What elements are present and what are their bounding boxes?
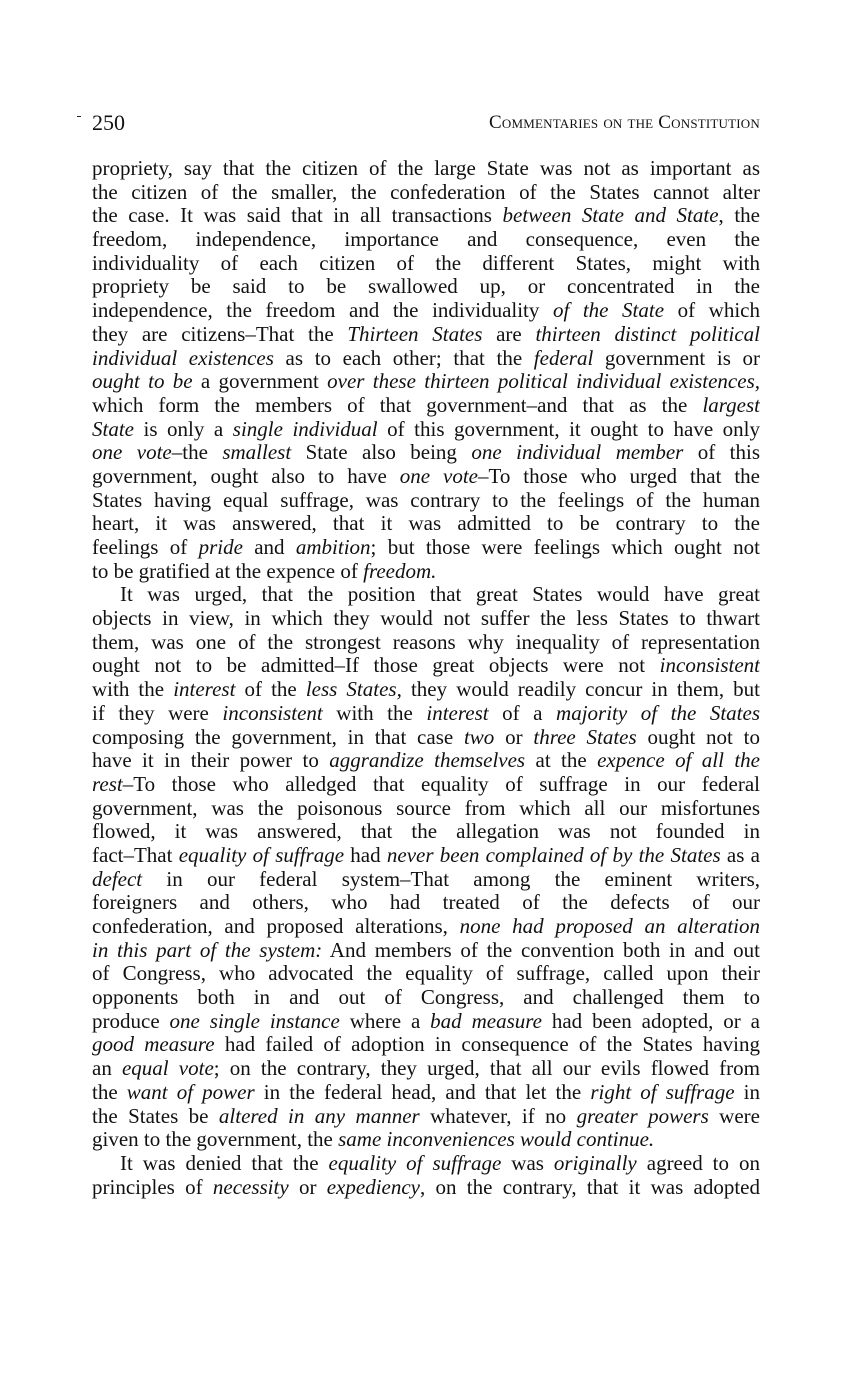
- text-line: [92, 797, 760, 821]
- text-line: [92, 820, 760, 844]
- text-segment: propriety be said to be swallowed up, or concentrated in the: [92, 275, 760, 299]
- text-segment: –To those who alledged that equality of suffrage in our federal: [122, 772, 760, 796]
- text-segment: , the: [718, 204, 760, 228]
- text-line: [92, 536, 760, 560]
- text-segment: the case. It was said that in all transactions: [92, 204, 503, 228]
- text-segment: fact–That: [92, 843, 179, 867]
- italic-text: ambition: [295, 536, 371, 559]
- italic-text: inconsistent: [659, 654, 760, 678]
- italic-text: State: [92, 417, 134, 441]
- text-segment: objects in view, in which they would not suffer the less States to thwart: [92, 607, 760, 631]
- text-line: [92, 299, 760, 323]
- text-segment: principles of: [92, 1175, 213, 1199]
- italic-text: smallest: [222, 441, 292, 465]
- text-line: [92, 275, 760, 299]
- text-line: [92, 1081, 760, 1105]
- text-segment: was: [501, 1151, 554, 1175]
- text-line: [92, 204, 760, 228]
- page-number: 250: [92, 110, 125, 135]
- text-segment: had: [344, 843, 387, 867]
- text-segment: had been adopted, or a: [541, 1009, 760, 1033]
- italic-text: originally: [553, 1151, 637, 1175]
- text-line: [92, 465, 760, 489]
- italic-text: two: [463, 725, 495, 749]
- text-segment: where a: [339, 1009, 431, 1033]
- text-segment: of the: [235, 678, 306, 702]
- text-segment: individuality of each citizen of the different States, might with: [92, 251, 760, 275]
- text-line: [92, 607, 760, 631]
- italic-text: defect: [92, 867, 143, 891]
- running-head: [92, 108, 760, 138]
- text-segment: of a: [488, 701, 557, 725]
- italic-text: right of suffrage: [590, 1080, 735, 1104]
- italic-text: in this part of the system:: [92, 938, 323, 962]
- text-line: [92, 844, 760, 868]
- italic-text: bad measure: [430, 1009, 542, 1033]
- text-segment: ought not to: [636, 725, 760, 749]
- text-segment: foreigners and others, who had treated of the defects of our: [92, 891, 760, 915]
- italic-text: single individual: [232, 417, 378, 441]
- text-segment: It was denied that the: [120, 1151, 329, 1175]
- italic-text: necessity: [212, 1175, 289, 1199]
- text-line: [92, 347, 760, 371]
- text-segment: government, was the poisonous source from which all our misfortunes: [92, 796, 760, 820]
- text-segment: confederation, and proposed alterations,: [92, 915, 460, 938]
- text-segment: in the federal head, and that let the: [254, 1080, 591, 1104]
- text-segment: agreed to on: [636, 1151, 760, 1175]
- text-segment: produce: [92, 1009, 170, 1033]
- text-segment: or: [494, 725, 534, 749]
- text-line: [92, 323, 760, 347]
- italic-text: never been complained of by the States: [386, 843, 721, 867]
- text-segment: flowed, it was answered, that the allegation was not founded in: [92, 820, 760, 844]
- italic-text: over these thirteen political individual existences,: [327, 370, 760, 394]
- italic-text: ought to be: [92, 370, 193, 394]
- italic-text: expediency: [326, 1175, 420, 1199]
- text-line: [92, 726, 760, 750]
- text-segment: given to the government, the: [92, 1128, 339, 1152]
- italic-text: one individual member: [471, 441, 684, 465]
- text-line: [92, 489, 760, 513]
- text-segment: had failed of adoption in consequence of the States having: [214, 1033, 760, 1057]
- italic-text: expence of all the: [597, 749, 760, 773]
- text-line: [92, 1033, 760, 1057]
- text-segment: they are citizens–That the: [92, 322, 348, 346]
- text-segment: were: [708, 1104, 760, 1128]
- text-segment: of which: [664, 299, 760, 323]
- text-segment: government, ought also to have: [92, 464, 400, 488]
- italic-text: rest: [92, 772, 123, 796]
- text-line: [92, 654, 760, 678]
- text-line: [92, 868, 760, 892]
- italic-text: equality of suffrage: [328, 1151, 502, 1175]
- text-segment: –To those who urged that the: [478, 464, 760, 488]
- text-segment: freedom, independence, importance and consequence, even the: [92, 228, 760, 252]
- text-line: [92, 891, 760, 915]
- text-line: [92, 939, 760, 963]
- italic-text: altered in any manner: [218, 1104, 420, 1128]
- text-segment: propriety, say that the citizen of the large State was not as important as: [92, 157, 760, 180]
- text-segment: the States be: [92, 1104, 219, 1128]
- text-segment: and: [242, 536, 296, 559]
- text-line: [92, 370, 760, 394]
- text-line: [92, 228, 760, 252]
- text-segment: as a: [720, 843, 760, 867]
- text-segment: with the: [322, 701, 427, 725]
- text-segment: of this government, it ought to have only: [377, 417, 760, 441]
- text-segment: they would readily concur in them, but: [401, 678, 760, 702]
- italic-text: same inconveniences would continue.: [338, 1128, 655, 1152]
- text-line: [92, 631, 760, 655]
- text-line: [92, 1128, 760, 1152]
- text-line: [92, 1176, 760, 1200]
- italic-text: inconsistent: [222, 701, 323, 725]
- italic-text: none had proposed an alteration: [459, 915, 760, 938]
- text-segment: State also being: [291, 441, 472, 465]
- italic-text: one vote: [399, 464, 478, 488]
- italic-text: freedom.: [363, 559, 437, 583]
- text-line: [92, 749, 760, 773]
- text-segment: in our federal system–That among the eminent writers,: [142, 867, 760, 891]
- text-segment: whatever, if no: [419, 1104, 577, 1128]
- text-segment: of this: [683, 441, 760, 465]
- text-segment: government is or: [593, 346, 760, 370]
- text-segment: them, was one of the strongest reasons why inequality of representation: [92, 630, 760, 654]
- text-segment: independence, the freedom and the individuality: [92, 299, 553, 323]
- text-line: [92, 394, 760, 418]
- text-line: [92, 915, 760, 939]
- text-segment: composing the government, in that case: [92, 725, 464, 749]
- text-segment: if they were: [92, 701, 223, 725]
- italic-text: greater powers: [576, 1104, 709, 1128]
- text-line: [92, 1010, 760, 1034]
- text-segment: And members of the convention both in and out: [322, 938, 760, 962]
- text-line: [92, 678, 760, 702]
- italic-text: between State and State: [502, 204, 719, 228]
- text-line: [92, 1105, 760, 1129]
- text-segment: at the: [525, 749, 598, 773]
- text-segment: which form the members of that government–and that as the: [92, 393, 703, 417]
- italic-text: equality of suffrage: [178, 843, 345, 867]
- text-line: [92, 1152, 760, 1176]
- text-line: [92, 181, 760, 205]
- text-segment: or: [288, 1175, 327, 1199]
- running-head-title: Commentaries on the Constitution: [489, 112, 760, 133]
- text-segment: ; on the contrary, they urged, that all our evils flowed from: [213, 1057, 760, 1081]
- italic-text: federal: [533, 346, 594, 370]
- italic-text: interest: [426, 701, 489, 725]
- text-segment: States having equal suffrage, was contrary to the feelings of the human: [92, 488, 760, 512]
- text-segment: heart, it was answered, that it was admitted to be contrary to the: [92, 512, 760, 536]
- italic-text: equal vote: [121, 1057, 214, 1081]
- text-line: [92, 986, 760, 1010]
- text-line: [92, 252, 760, 276]
- text-line: [92, 157, 760, 181]
- text-segment: It was urged, that the position that great States would have great: [120, 583, 760, 607]
- text-line: [92, 702, 760, 726]
- text-line: [92, 441, 760, 465]
- italic-text: good measure: [92, 1033, 215, 1057]
- text-segment: have it in their power to: [92, 749, 330, 773]
- text-segment: , on the contrary, that it was adopted: [420, 1175, 760, 1199]
- italic-text: of the State: [552, 299, 665, 323]
- italic-text: majority of the States: [556, 701, 760, 725]
- text-line: [92, 512, 760, 536]
- text-segment: as to each other; that the: [273, 346, 534, 370]
- text-line: [92, 962, 760, 986]
- italic-text: pride: [198, 536, 243, 559]
- body-text: [92, 157, 760, 1199]
- italic-text: thirteen distinct political: [535, 322, 760, 346]
- text-segment: are: [482, 322, 536, 346]
- text-segment: of Congress, who advocated the equality of suffrage, called upon their: [92, 962, 760, 986]
- margin-tick-mark: [77, 116, 81, 117]
- text-segment: –the: [171, 441, 223, 465]
- italic-text: interest: [173, 678, 236, 702]
- text-segment: with the: [92, 678, 174, 702]
- italic-text: Thirteen States: [347, 322, 483, 346]
- italic-text: less States,: [305, 678, 402, 702]
- italic-text: one single instance: [169, 1009, 340, 1033]
- text-segment: the: [92, 1080, 127, 1104]
- text-segment: opponents both in and out of Congress, and challenged them to: [92, 986, 760, 1010]
- text-line: [92, 583, 760, 607]
- text-segment: in: [734, 1080, 760, 1104]
- italic-text: one vote: [92, 441, 172, 465]
- text-segment: is only a: [134, 417, 233, 441]
- text-segment: to be gratified at the expence of: [92, 559, 364, 583]
- text-line: [92, 1057, 760, 1081]
- italic-text: largest: [702, 393, 760, 417]
- text-segment: a government: [192, 370, 328, 394]
- text-line: [92, 773, 760, 797]
- text-line: [92, 560, 760, 584]
- text-segment: the citizen of the smaller, the confederation of the States cannot alter: [92, 180, 760, 204]
- text-segment: an: [92, 1057, 122, 1081]
- text-segment: ; but those were feelings which ought not: [370, 536, 760, 559]
- text-segment: ought not to be admitted–If those great objects were not: [92, 654, 660, 678]
- italic-text: individual existences: [92, 346, 274, 370]
- text-segment: feelings of: [92, 536, 199, 559]
- italic-text: want of power: [126, 1080, 255, 1104]
- italic-text: three States: [533, 725, 637, 749]
- italic-text: aggrandize themselves: [329, 749, 526, 773]
- text-line: [92, 418, 760, 442]
